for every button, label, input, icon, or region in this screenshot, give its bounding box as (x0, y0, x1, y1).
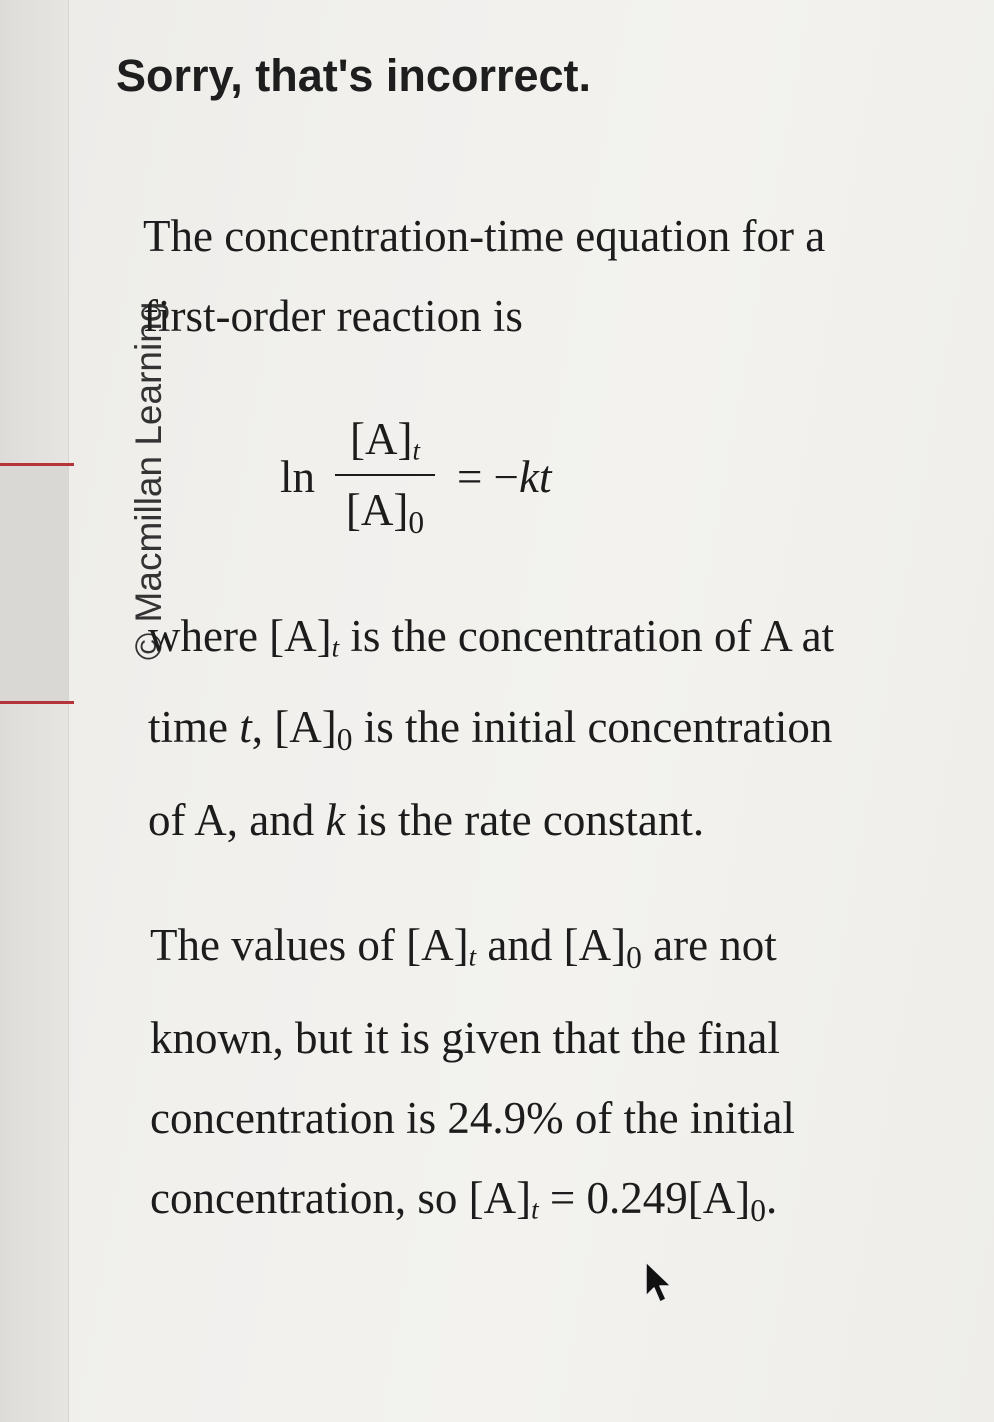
equation-denominator: $[A]_0$ (345, 485, 425, 541)
explanation-paragraph-2 (148, 596, 834, 860)
paragraph-2-line-1: where $[A]_t$ is the concentration of A at (148, 611, 835, 663)
explanation-paragraph-1 (143, 196, 825, 356)
paragraph-3-line-2: known, but it is given that the final (150, 1012, 780, 1063)
red-divider-bottom (0, 701, 74, 704)
equation-numerator: $[A]_t$ (350, 413, 420, 466)
copyright-watermark: © Macmillan Learning (128, 301, 169, 660)
equation-ln: ln (280, 452, 316, 502)
red-divider-top (0, 463, 74, 466)
paragraph-2-line-3: of A, and k is the rate constant. (148, 795, 705, 846)
feedback-title: Sorry, that's incorrect. (116, 50, 592, 101)
equation-fraction (335, 413, 435, 541)
paragraph-3-line-4: concentration, so $[A]_t = 0.249[A]_0$. (150, 1172, 778, 1228)
left-sidebar-panel (0, 466, 68, 702)
left-sidebar-strip (0, 0, 69, 1422)
equation-right-side: = −kt (457, 452, 552, 502)
paragraph-1-line-1: The concentration-time equation for a (143, 211, 826, 261)
paragraph-2-line-2: time t, $[A]_0$ is the initial concentration (148, 702, 833, 758)
paragraph-3-line-1: The values of $[A]_t$ and $[A]_0$ are not (150, 920, 777, 975)
explanation-paragraph-3 (150, 905, 795, 1251)
mouse-pointer-icon (643, 1260, 673, 1306)
rate-equation (280, 412, 552, 542)
paragraph-3-line-3: concentration is 24.9% of the initial (150, 1092, 795, 1143)
paragraph-1-line-2: first-order reaction is (143, 291, 523, 341)
